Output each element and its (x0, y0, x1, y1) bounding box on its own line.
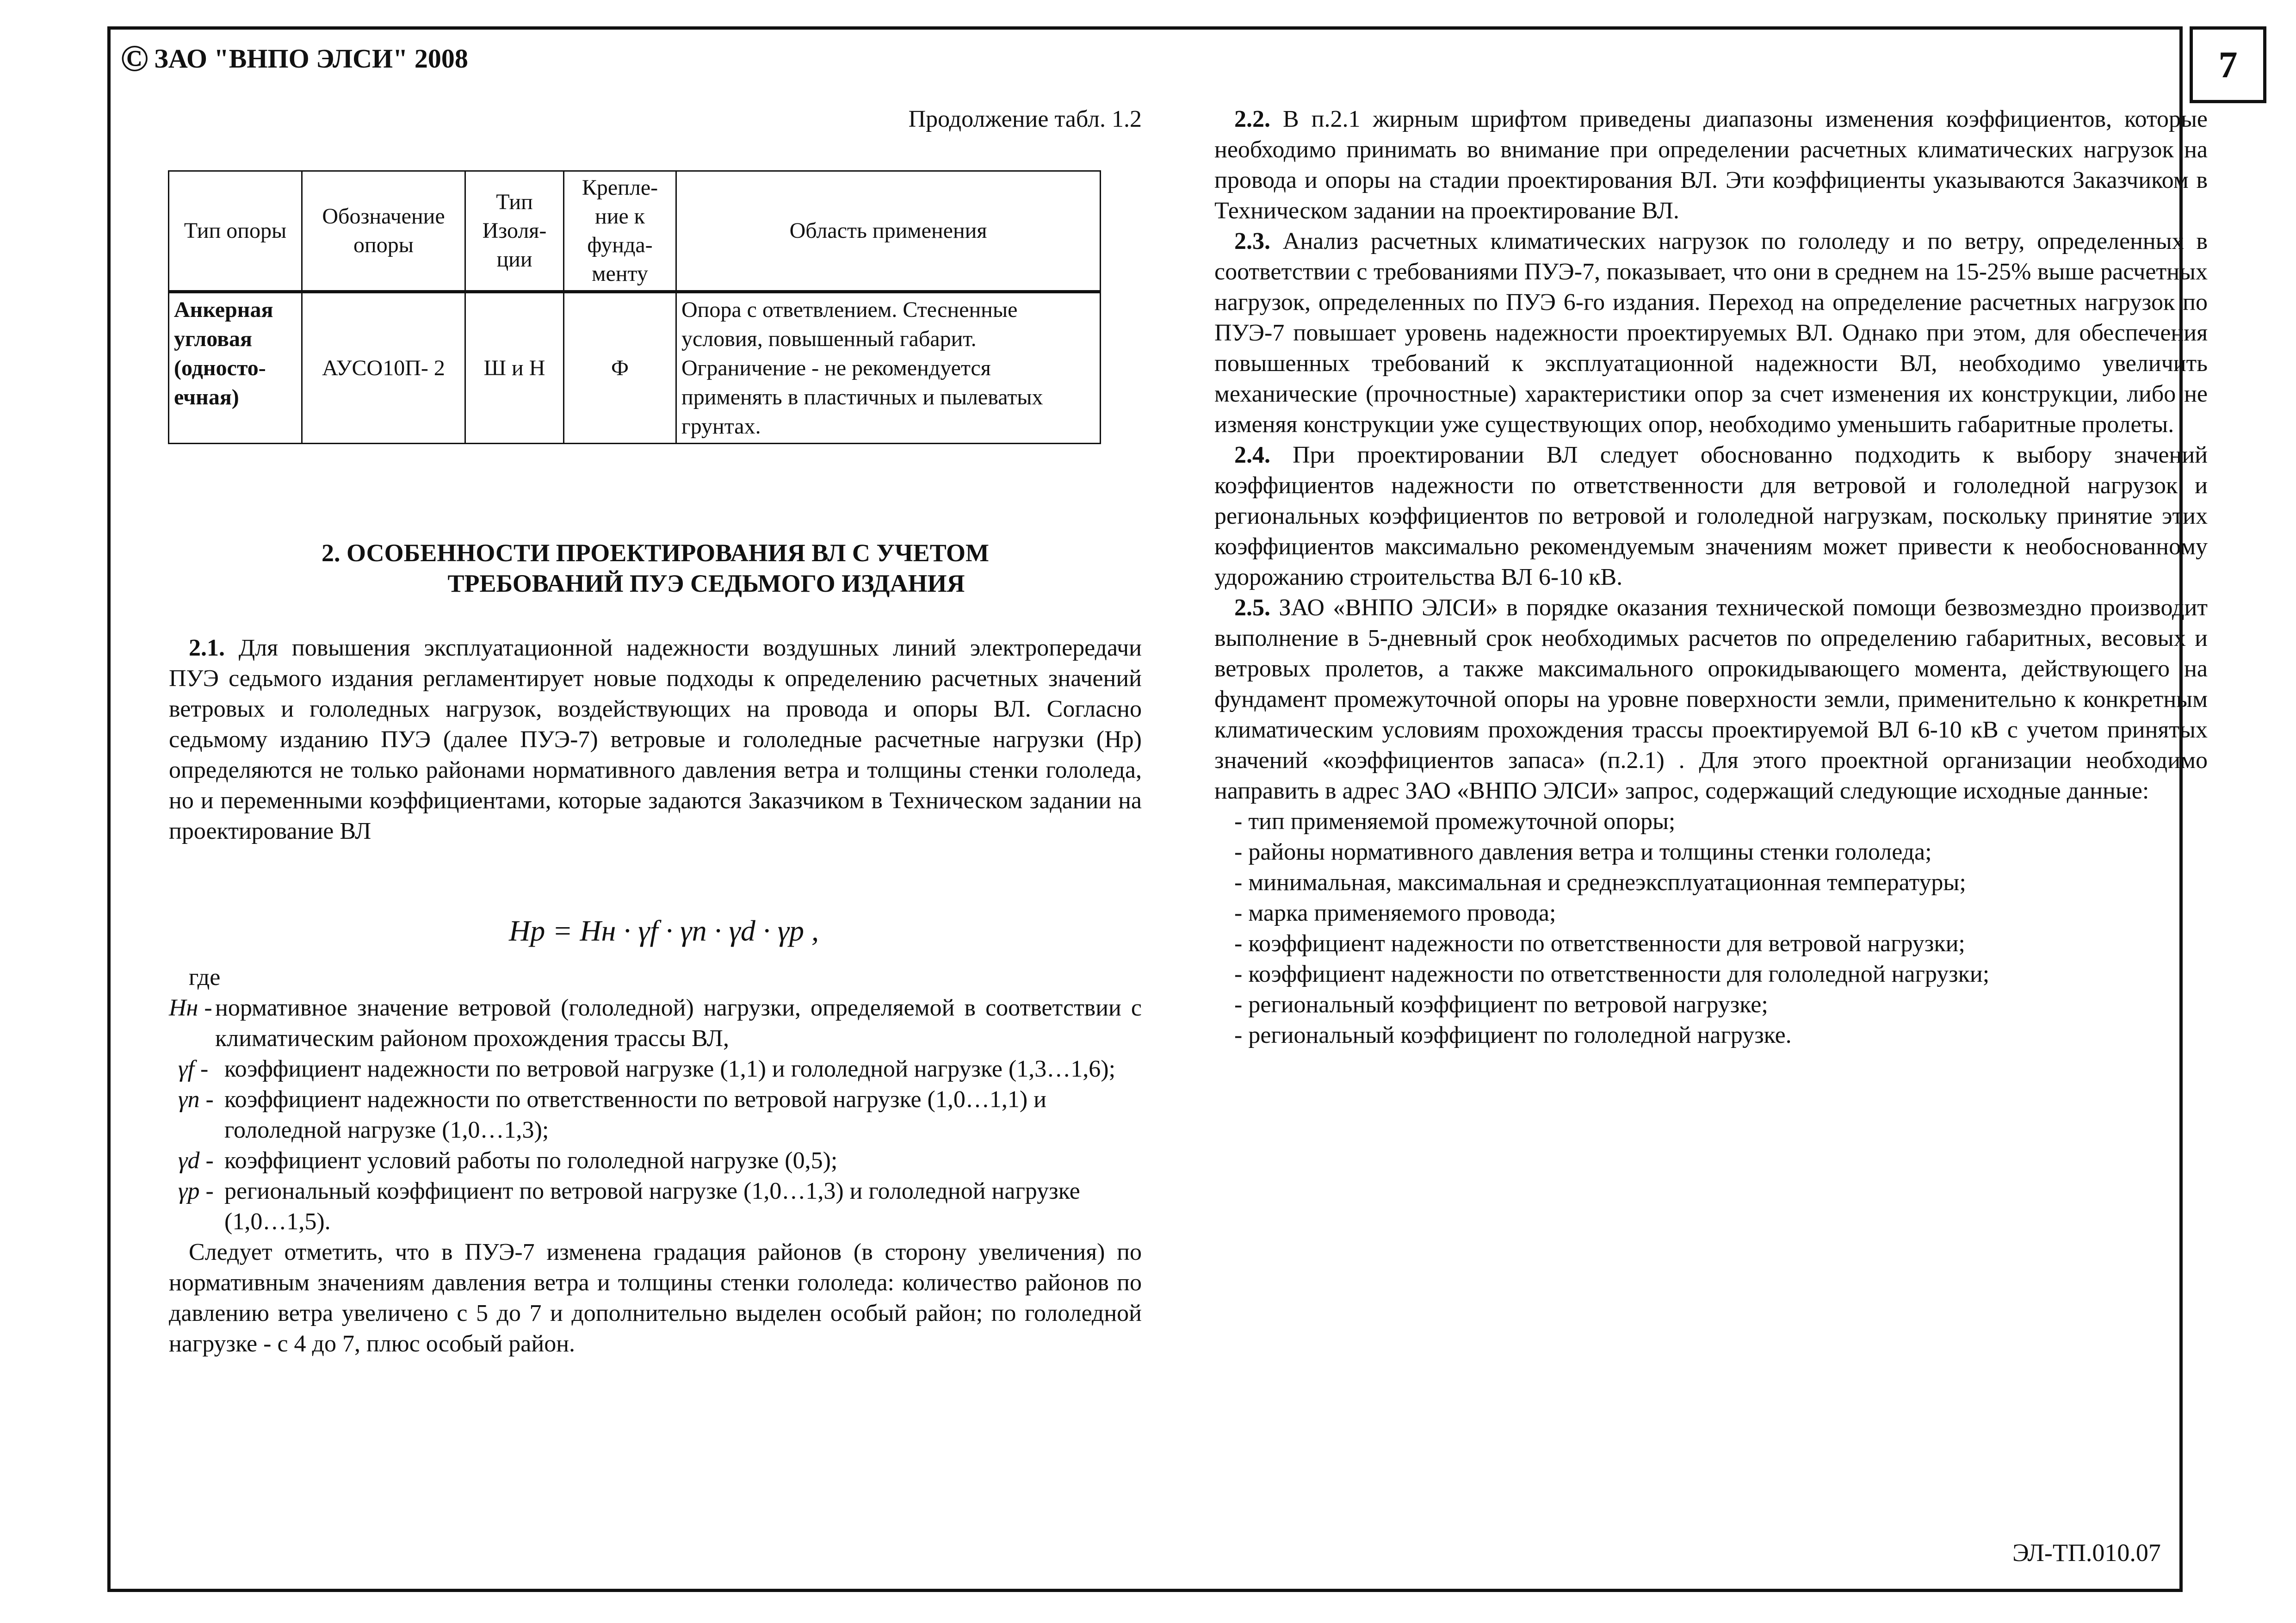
p24-number: 2.4. (1234, 442, 1270, 468)
p25-text: ЗАО «ВНПО ЭЛСИ» в порядке оказания технической помощи безвозмездно производит выполнение в 5-дневный срок необходимых расчетов по определению габаритных, весовых и ветровых пролетов, а также максимального опрокидывающего момента, действующего на фундамент промежуточной опоры на уровне поверхности земли, применительно к конкретным климатическим условиям прохождения трассы проектируемой ВЛ 6-10 кВ с учетом принятых значений «коэффициентов запаса» (п.2.1) . Для этого проектной организации необходимо направить в адрес ЗАО «ВНПО ЭЛСИ» запрос, содержащий следующие исходные данные: (1214, 595, 2208, 804)
table-row (169, 292, 1101, 444)
th-insulation: Тип Изоля-ции (465, 171, 564, 292)
paragraph-2-3 (1214, 226, 2208, 440)
definition-item (169, 1084, 1142, 1146)
list-item: - марка применяемого провода; (1234, 900, 1556, 926)
def-text: коэффициент надежности по ветровой нагрузке (1,1) и гололедной нагрузке (1,3…1,6); (224, 1056, 1116, 1082)
th-designation: Обозначение опоры (302, 171, 465, 292)
copyright-icon: © (120, 37, 149, 79)
th-foundation: Крепле-ние к фунда-менту (564, 171, 676, 292)
cell-application: Опора с ответвлением. Стесненные условия, повышенный габарит. Ограничение - не рекомендуется применять в пластичных и пылеватых грунтах. (676, 292, 1101, 444)
definition-item (169, 993, 1142, 1054)
left-column (169, 104, 1142, 135)
def-symbol: γn - (178, 1086, 214, 1113)
def-symbol: γр - (178, 1178, 214, 1204)
where-label: где (189, 964, 221, 991)
list-item: - минимальная, максимальная и среднеэксплуатационная температуры; (1234, 869, 1966, 896)
def-symbol: Hн - (169, 995, 212, 1021)
p22-number: 2.2. (1234, 106, 1270, 132)
paragraph-2-1 (169, 633, 1142, 847)
company-name: ЗАО "ВНПО ЭЛСИ" 2008 (154, 43, 468, 74)
def-text: региональный коэффициент по ветровой нагрузке (1,0…1,3) и гололедной нагрузке (1,0…1,5). (224, 1178, 1080, 1235)
paragraph-2-4 (1214, 440, 2208, 593)
paragraph-2-2 (1214, 104, 2208, 226)
def-symbol: γf - (178, 1056, 209, 1082)
def-symbol: γd - (178, 1147, 214, 1174)
p24-text: При проектировании ВЛ следует обоснованно подходить к выбору значений коэффициентов надежности по ответственности для ветровой и гололедной нагрузок и региональных коэффициентов по ветровой и гололедной нагрузкам, поскольку принятие этих коэффициентов максимально рекомендуемым значениям может привести к необоснованному удорожанию строительства ВЛ 6-10 кВ. (1214, 442, 2208, 590)
list-item: - коэффициент надежности по ответственности для гололедной нагрузки; (1234, 961, 1990, 987)
list-item: - региональный коэффициент по гололедной нагрузке. (1234, 1022, 1792, 1048)
list-item: - региональный коэффициент по ветровой нагрузке; (1234, 991, 1768, 1018)
p21-number: 2.1. (189, 635, 225, 661)
def-text: коэффициент надежности по ответственности по ветровой нагрузке (1,0…1,1) и гололедной нагрузке (1,0…1,3); (224, 1086, 1047, 1143)
p22-text: В п.2.1 жирным шрифтом приведены диапазоны изменения коэффициентов, которые необходимо принимать во внимание при определении расчетных климатических нагрузок на провода и опоры на стадии проектирования ВЛ. Эти коэффициенты указываются Заказчиком в Техническом задании на проектирование ВЛ. (1214, 106, 2208, 224)
section-title (169, 538, 1142, 599)
definition-item (169, 1146, 1142, 1176)
right-column (1214, 104, 2208, 1051)
p21-text: Для повышения эксплуатационной надежности воздушных линий электропередачи ПУЭ седьмого издания регламентирует новые подходы к определению расчетных значений ветровых и гололедных нагрузок, воздействующих на провода и опоры ВЛ. Согласно седьмому изданию ПУЭ (далее ПУЭ-7) ветровые и гололедные расчетные нагрузки (Hр) определяются не только районами нормативного давления ветра и толщины стенки гололеда, но и переменными коэффициентами, которые задаются Заказчиком в Техническом задании на проектирование ВЛ (169, 635, 1142, 844)
def-text: нормативное значение ветровой (гололедной) нагрузки, определяемой в соответствии с климатическим районом прохождения трассы ВЛ, (215, 995, 1142, 1052)
th-application: Область применения (676, 171, 1101, 292)
paragraph-2-5 (1214, 593, 2208, 806)
definition-item (169, 1054, 1142, 1084)
p23-text: Анализ расчетных климатических нагрузок по гололеду и по ветру, определенных в соответствии с требованиями ПУЭ-7, показывает, что они в среднем на 15-25% выше расчетных нагрузок, определенных по ПУЭ 6-го издания. Переход на определение расчетных нагрузок по ПУЭ-7 повышает уровень надежности проектируемых ВЛ. Однако при этом, для обеспечения повышенных требований к эксплуатационной надежности ВЛ, необходимо увеличить механические (прочностные) характеристики опор за счет изменения их конструкции, либо не изменяя конструкции уже существующих опор, необходимо уменьшить габаритные пролеты. (1214, 228, 2208, 438)
definition-item (169, 1176, 1142, 1237)
p25-number: 2.5. (1234, 595, 1270, 621)
definitions-block (169, 962, 1142, 1359)
document-code: ЭЛ-ТП.010.07 (2012, 1539, 2161, 1567)
def-text: коэффициент условий работы по гололедной нагрузке (0,5); (224, 1147, 838, 1174)
cell-foundation: Ф (564, 292, 676, 444)
p23-number: 2.3. (1234, 228, 1270, 254)
header (120, 39, 468, 77)
table-caption: Продолжение табл. 1.2 (908, 106, 1142, 132)
list-item: - тип применяемой промежуточной опоры; (1234, 808, 1676, 835)
requirements-list (1214, 806, 2208, 1051)
table-header-row (169, 171, 1101, 292)
list-item: - районы нормативного давления ветра и толщины стенки гололеда; (1234, 839, 1932, 865)
page-number: 7 (2190, 26, 2266, 103)
cell-type: Анкерная угловая (односто-ечная) (169, 292, 302, 444)
list-item: - коэффициент надежности по ответственности для ветровой нагрузки; (1234, 930, 1965, 957)
th-type: Тип опоры (169, 171, 302, 292)
note-paragraph: Следует отметить, что в ПУЭ-7 изменена градация районов (в сторону увеличения) по нормативным значениям давления ветра и толщины стенки гололеда: количество районов по давлению ветра увеличено с 5 до 7 и дополнительно выделен особый район; по гололедной нагрузке - с 4 до 7, плюс особый район. (169, 1239, 1142, 1357)
section-title-line1: 2. ОСОБЕННОСТИ ПРОЕКТИРОВАНИЯ ВЛ С УЧЕТОМ (322, 539, 989, 567)
formula: Hр = Hн · γf · γn · γd · γр , (509, 914, 819, 947)
cell-designation: АУСО10П- 2 (302, 292, 465, 444)
support-table (168, 170, 1101, 444)
section-title-line2: ТРЕБОВАНИЙ ПУЭ СЕДЬМОГО ИЗДАНИЯ (447, 570, 965, 597)
cell-insulation: Ш и Н (465, 292, 564, 444)
